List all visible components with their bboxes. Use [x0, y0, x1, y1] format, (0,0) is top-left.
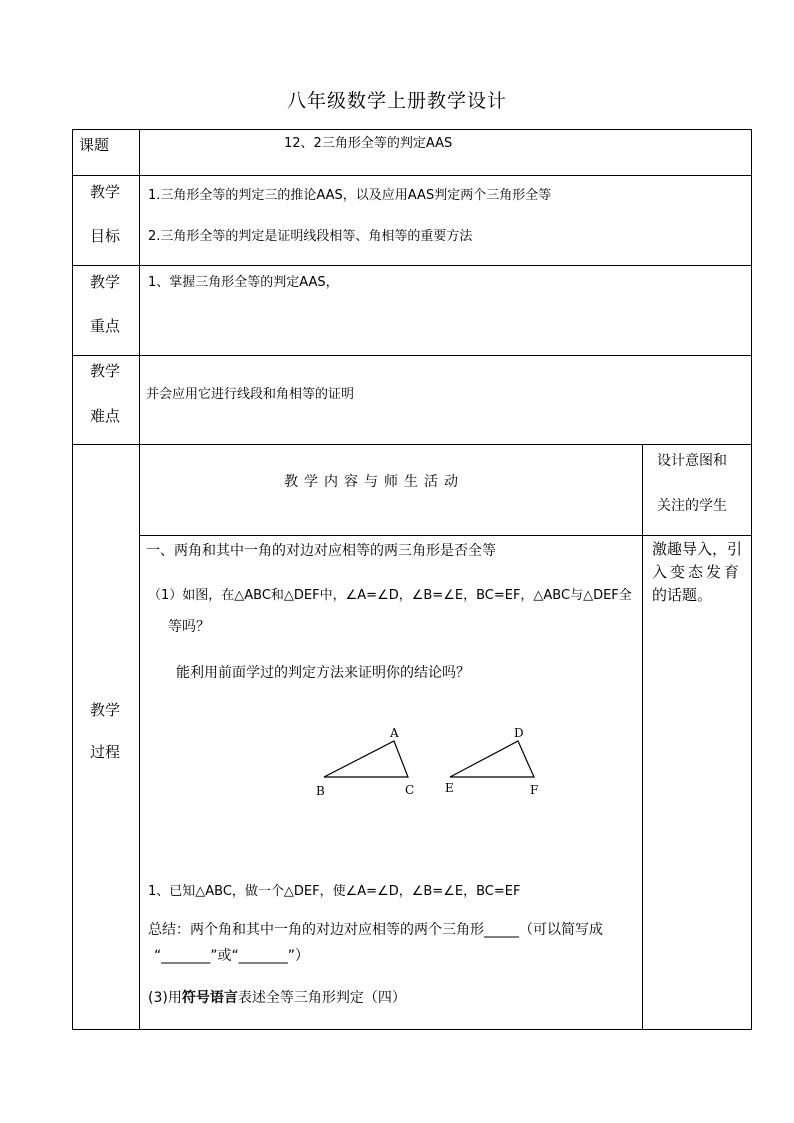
item-3-bold: 符号语言 [181, 990, 238, 1006]
page-title: 八年级数学上册教学设计 [286, 90, 507, 112]
goals-label-line-2: 目标 [90, 227, 121, 245]
row-divider [72, 265, 752, 266]
design-note-line-2: 入变态发育 [652, 563, 743, 581]
topic-label: 课题 [79, 136, 110, 154]
item-3-suffix: 表述全等三角形判定（四） [237, 990, 406, 1006]
task-1: 1、已知△ABC，做一个△DEF，使∠A=∠D，∠B=∠E，BC=EF [148, 884, 521, 899]
summary-line-2: “_______”或“_______”） [154, 948, 310, 964]
triangles-figure [310, 721, 550, 799]
vertex-label-b: B [316, 784, 325, 798]
goals-label-line-1: 教学 [90, 183, 121, 201]
difficulties-label-line-2: 难点 [90, 407, 121, 425]
difficulties-item-1: 并会应用它进行线段和角相等的证明 [146, 387, 355, 402]
content-column-header: 教学内容与师生活动 [284, 474, 464, 490]
key-points-label-line-1: 教学 [90, 273, 121, 291]
summary-line-1: 总结：两个角和其中一角的对边对应相等的两个三角形_____（可以简写成 [148, 922, 603, 938]
item-3-prefix: (3)用 [148, 990, 182, 1006]
vertex-label-d: D [514, 726, 524, 740]
row-divider [72, 175, 752, 176]
vertex-label-e: E [445, 781, 454, 795]
difficulties-label-line-1: 教学 [90, 362, 121, 380]
goals-item-1: 1.三角形全等的判定三的推论AAS，以及应用AAS判定两个三角形全等 [148, 188, 552, 203]
vertex-label-c: C [405, 783, 415, 797]
question-1-line-1: （1）如图，在△ABC和△DEF中，∠A=∠D，∠B=∠E，BC=EF，△ABC与△DEF全 [148, 588, 632, 603]
design-note-line-3: 的话题。 [652, 586, 713, 604]
item-3 [148, 991, 406, 1005]
table-border-top [72, 129, 752, 130]
process-label-line-2: 过程 [90, 743, 121, 761]
section-heading: 一、两角和其中一角的对边对应相等的两三角形是否全等 [146, 543, 496, 559]
design-column-header-line-1: 设计意图和 [657, 453, 727, 469]
key-points-label-line-2: 重点 [90, 317, 121, 335]
vertex-label-f: F [530, 783, 539, 797]
question-1-line-2: 等吗？ [168, 619, 210, 635]
triangle-abc [324, 741, 408, 777]
question-2: 能利用前面学过的判定方法来证明你的结论吗？ [176, 665, 470, 681]
row-divider [72, 355, 752, 356]
process-label-line-1: 教学 [90, 701, 121, 719]
vertex-label-a: A [390, 726, 399, 740]
row-divider [72, 444, 752, 445]
process-header-divider [139, 535, 752, 536]
triangle-def [450, 741, 534, 777]
key-points-item-1: 1、掌握三角形全等的判定AAS， [148, 275, 339, 290]
topic-value: 12、2三角形全等的判定AAS [284, 136, 453, 151]
design-column-divider [642, 444, 643, 1030]
lesson-plan-table [72, 129, 752, 1030]
goals-item-2: 2.三角形全等的判定是证明线段相等、角相等的重要方法 [148, 229, 473, 244]
design-column-header-line-2: 关注的学生 [657, 498, 727, 514]
design-note-line-1: 激趣导入，引 [652, 540, 743, 558]
table-border-bottom [72, 1029, 752, 1030]
